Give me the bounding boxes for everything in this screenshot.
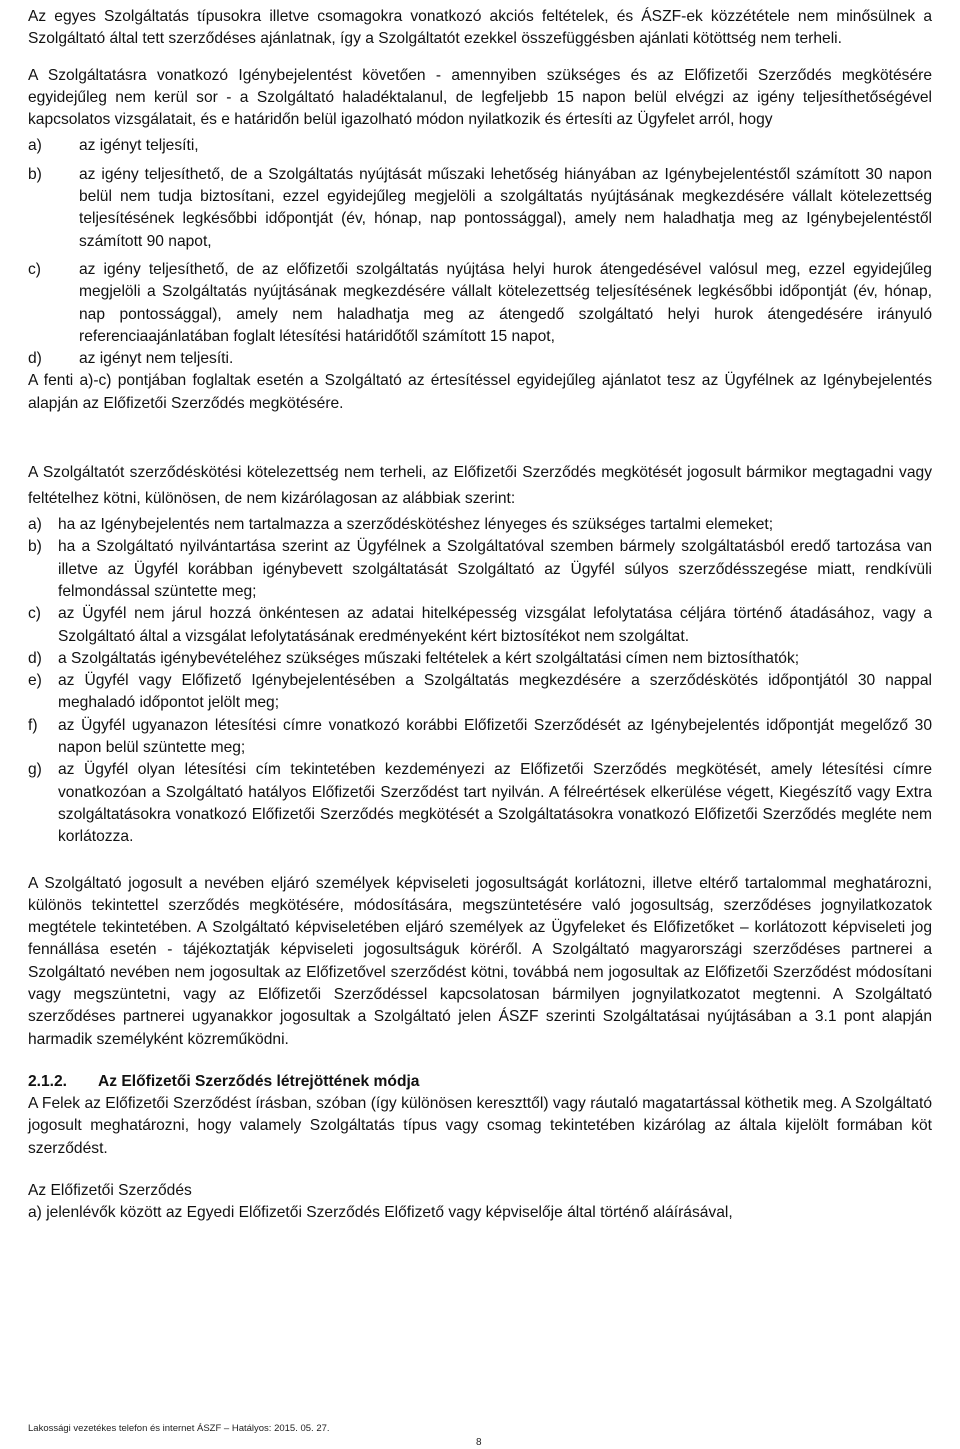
request-paragraph: A Szolgáltatásra vonatkozó Igénybejelentést követően - amennyiben szükséges és az Előfizetői Szerződés megkötésére egyidejűleg nem kerül sor - a Szolgáltató haladéktalanul, de legfeljebb 15 napon belül elvégzi az igény teljesíthetőségével kapcsolatos vizsgálatait, és e határidőn belül igazolható módon nyilatkozik és értesíti az Ügyfelet arról, hogy — [28, 66, 932, 129]
page-number: 8 — [476, 1437, 482, 1448]
response-list — [28, 135, 932, 370]
list-text: ha az Igénybejelentés nem tartalmazza a szerződéskötéshez lényeges és szükséges tartalmi elemeket; — [58, 516, 774, 534]
intro-paragraph: Az egyes Szolgáltatás típusokra illetve csomagokra vonatkozó akciós feltételek, és ÁSZF-ek közzététele nem minősülnek a Szolgáltató által tett szerződéses ajánlatnak, így a Szolgáltatót ezekkel összefüggésben ajánlati kötöttség nem terheli. — [28, 8, 932, 48]
list-marker: a) — [28, 516, 42, 534]
list-marker: d) — [28, 350, 42, 368]
list-marker: d) — [28, 649, 42, 667]
section-number: 2.1.2. — [28, 1072, 68, 1090]
list-text: az igény teljesíthető, de a Szolgáltatás nyújtását műszaki lehetőség hiányában az Igénybejelentéstől számított 30 napon belül nem tudja biztosítani, ezzel egyidejűleg megjelöli a szolgáltatás nyújtásának megkezdésére vállalt kötelezettség teljesítésének legkésőbbi időpontját (év, hónap, nap pontossággal), amely nem haladhatja meg az Igénybejelentéstől számított 90 napot, — [79, 165, 932, 250]
list-item — [28, 670, 932, 715]
list-marker: c) — [28, 260, 41, 278]
list-marker: c) — [28, 605, 41, 623]
list-marker: e) — [28, 672, 42, 690]
page-footer — [28, 1423, 932, 1448]
list-text: az Ügyfél olyan létesítési cím tekintetében kezdeményezi az Előfizetői Szerződés megkötését, amely létesítési címre vonatkozóan a Szolgáltató hatályos Előfizetői Szerződést tart nyilván. A félreértések elkerülése végett, Kiegészítő vagy Extra szolgáltatásokra vonatkozó Előfizetői Szerződés megkötését a Szolgáltatásokra vonatkozó Előfizetői Szerződés megléte nem korlátozza. — [58, 761, 932, 846]
list-marker: b) — [28, 165, 42, 183]
list-text: a Szolgáltatás igénybevételéhez szükséges műszaki feltételek a kért szolgáltatási címen nem biztosíthatók; — [58, 649, 800, 667]
list-item — [28, 259, 932, 348]
subtitle: Az Előfizetői Szerződés — [28, 1182, 192, 1200]
refusal-paragraph: A Szolgáltatót szerződéskötési kötelezettség nem terheli, az Előfizetői Szerződés megkötését jogosult bármikor megtagadni vagy feltételhez kötni, különösen, de nem kizárólagosan az alábbiak szerint: — [28, 464, 932, 508]
list-item — [28, 715, 932, 760]
representative-paragraph: A Szolgáltató jogosult a nevében eljáró személyek képviseleti jogosultságát korlátozni, illetve eltérő tartalommal meghatározni, különös tekintettel szerződés megkötésére, módosítására, megszüntetésére való jogosultság, szerződéses jognyilatkozatok megtétele tekintetében. A Szolgáltató képviseletében eljáró személyek az Ügyfeleket és Előfizetőket – korlátozott képviseleti jog fennállása esetén - tájékoztatják képviseleti jogosultságuk köréről. A Szolgáltató magyarországi szerződéses partnerei a Szolgáltató nevében nem jogosultak az Előfizetővel szerződést kötni, továbbá nem jogosultak az Előfizetői Szerződést módosítani vagy megszüntetni, vagy az Előfizetői Szerződéssel kapcsolatosan bármilyen jognyilatkozatot megtenni. A Szolgáltató szerződéses partnerei ugyanakkor jogosultak a Szolgáltató jelen ÁSZF szerinti Szolgáltatásai nyújtásában a 3.1 pont alapján harmadik személyként közreműködni. — [28, 874, 932, 1048]
list-marker: a) — [28, 137, 42, 155]
list-item — [28, 603, 932, 648]
form-paragraph: A Felek az Előfizetői Szerződést írásban, szóban (így különösen kereszttől) vagy ráutaló magatartással köthetik meg. A Szolgáltató jogosult meghatározni, hogy valamely Szolgáltatás típus vagy csomag tekintetében kizárólag az általa kijelölt formában köt szerződést. — [28, 1095, 932, 1157]
list-item — [28, 135, 932, 157]
document-page — [28, 6, 932, 1225]
section-heading — [28, 1071, 932, 1093]
list-item — [28, 759, 932, 848]
list-marker: g) — [28, 761, 42, 779]
list-text: az Ügyfél vagy Előfizető Igénybejelentésében a Szolgáltatás megkezdésére a szerződéskötés időpontjától 30 nappal meghaladó időpontot jelölt meg; — [58, 672, 932, 712]
list-marker: b) — [28, 538, 42, 556]
list-text: az igényt nem teljesíti. — [79, 350, 234, 368]
list-marker: f) — [28, 716, 38, 734]
list-item — [28, 348, 932, 370]
footer-text: Lakossági vezetékes telefon és internet ÁSZF – Hatályos: 2015. 05. 27. — [28, 1423, 330, 1434]
section-title: Az Előfizetői Szerződés létrejöttének módja — [98, 1072, 420, 1090]
list-text: az Ügyfél nem járul hozzá önkéntesen az adatai hitelképesség vizsgálat lefolytatása céljára történő átadásához, vagy a Szolgáltató által a vizsgálat lefolytatásának eredményeként kért biztosítékot nem szolgáltat. — [58, 605, 932, 645]
offer-paragraph: A fenti a)-c) pontjában foglaltak esetén a Szolgáltató az értesítéssel egyidejűleg ajánlatot tesz az Ügyfélnek az Igénybejelentés alapján az Előfizetői Szerződés megkötésére. — [28, 372, 932, 412]
list-item — [28, 164, 932, 253]
last-line: a) jelenlévők között az Egyedi Előfizetői Szerződés Előfizető vagy képviselője által történő aláírásával, — [28, 1204, 733, 1222]
list-text: ha a Szolgáltató nyilvántartása szerint az Ügyfélnek a Szolgáltatóval szemben bármely szolgáltatásból eredő tartozása van illetve az Ügyfél korábban igénybevett szolgáltatását Szolgáltató az Ügyfél súlyos szerződésszegése miatt, rendkívüli felmondással szüntette meg; — [58, 538, 932, 600]
list-item — [28, 514, 932, 536]
list-text: az igény teljesíthető, de az előfizetői szolgáltatás nyújtása helyi hurok átengedésével valósul meg, ezzel egyidejűleg megjelöli a Szolgáltatás nyújtásának megkezdésére vállalt kötelezettség teljesítésének legkésőbbi időpontját (év, hónap, nap pontossággal), amely nem haladhatja meg az átengedő szolgáltató helyi hurok átengedésére irányuló referenciaajánlatában foglalt létesítési határidőtől számított 15 napot, — [79, 260, 932, 345]
list-item — [28, 648, 932, 670]
list-item — [28, 536, 932, 603]
refusal-list — [28, 514, 932, 848]
list-text: az igényt teljesíti, — [79, 137, 199, 155]
list-text: az Ügyfél ugyanazon létesítési címre vonatkozó korábbi Előfizetői Szerződését az Igénybejelentés időpontját megelőző 30 napon belül szüntette meg; — [58, 716, 932, 757]
